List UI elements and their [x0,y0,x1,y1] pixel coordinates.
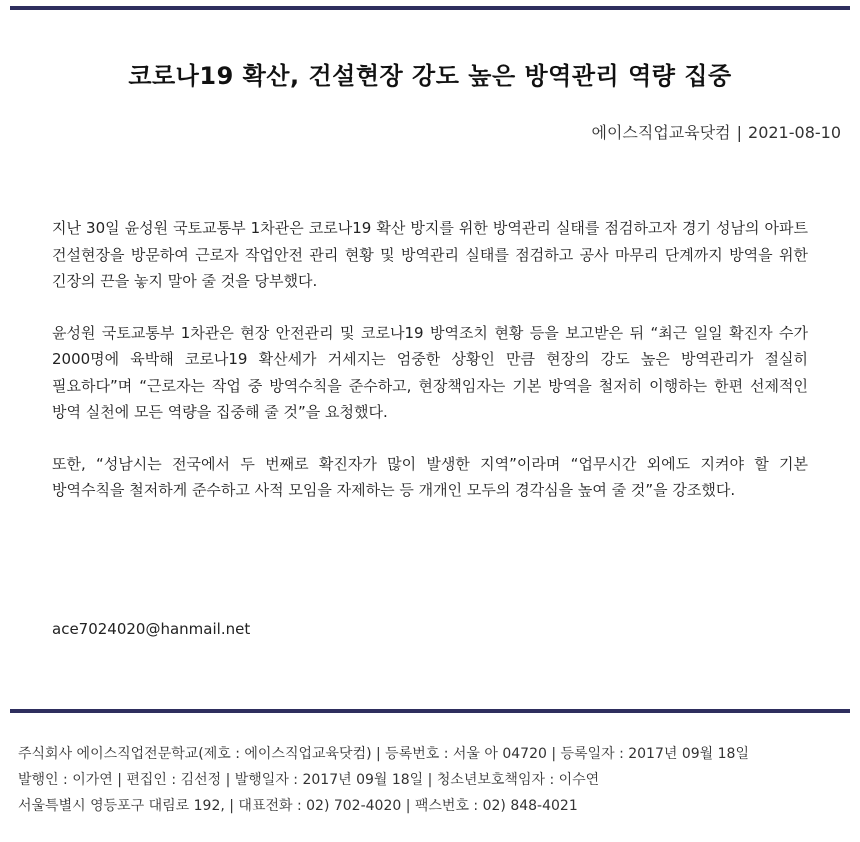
article-body [52,215,808,529]
article-byline [592,120,841,143]
article-date: 2021-08-10 [748,123,841,142]
article-paragraph: 또한, “성남시는 전국에서 두 번째로 확진자가 많이 발생한 지역”이라며 “업무시간 외에도 지켜야 할 기본 방역수칙을 철저하게 준수하고 사적 모임을 자제하는 등 개개인 모두의 경각심을 높여 줄 것”을 강조했다. [52,454,808,499]
footer-divider [10,709,850,713]
site-footer [18,741,848,819]
article-title: 코로나19 확산, 건설현장 강도 높은 방역관리 역량 집중 [128,62,732,91]
footer-company-line: 주식회사 에이스직업전문학교(제호 : 에이스직업교육닷컴) | 등록번호 : 서울 아 04720 | 등록일자 : 2017년 09월 18일 [18,746,749,762]
byline-separator: | [736,123,743,142]
article-paragraph: 지난 30일 윤성원 국토교통부 1차관은 코로나19 확산 방지를 위한 방역관리 실태를 점검하고자 경기 성남의 아파트 건설현장을 방문하여 근로자 작업안전 관리 현황 및 방역관리 실태를 점검하고 공사 마무리 단계까지 방역을 위한 긴장의 끈을 놓지 말아 줄 것을 당부했다. [52,219,808,290]
article-paragraph: 윤성원 국토교통부 1차관은 현장 안전관리 및 코로나19 방역조치 현황 등을 보고받은 뒤 “최근 일일 확진자 수가 2000명에 육박해 코로나19 확산세가 거세지는 엄중한 상황인 만큼 현장의 강도 높은 방역관리가 절실히 필요하다”며 “근로자는 작업 중 방역수칙을 준수하고, 현장책임자는 기본 방역을 철저히 이행하는 한편 선제적인 방역 실천에 모든 역량을 집중해 줄 것”을 요청했다. [52,323,808,421]
footer-publisher-line: 발행인 : 이가연 | 편집인 : 김선정 | 발행일자 : 2017년 09월 18일 | 청소년보호책임자 : 이수연 [18,772,600,788]
article-source: 에이스직업교육닷컴 [591,123,731,142]
top-divider [10,6,850,10]
reporter-email: ace7024020@hanmail.net [52,620,251,638]
footer-address-line: 서울특별시 영등포구 대림로 192, | 대표전화 : 02) 702-4020 | 팩스번호 : 02) 848-4021 [18,798,578,814]
